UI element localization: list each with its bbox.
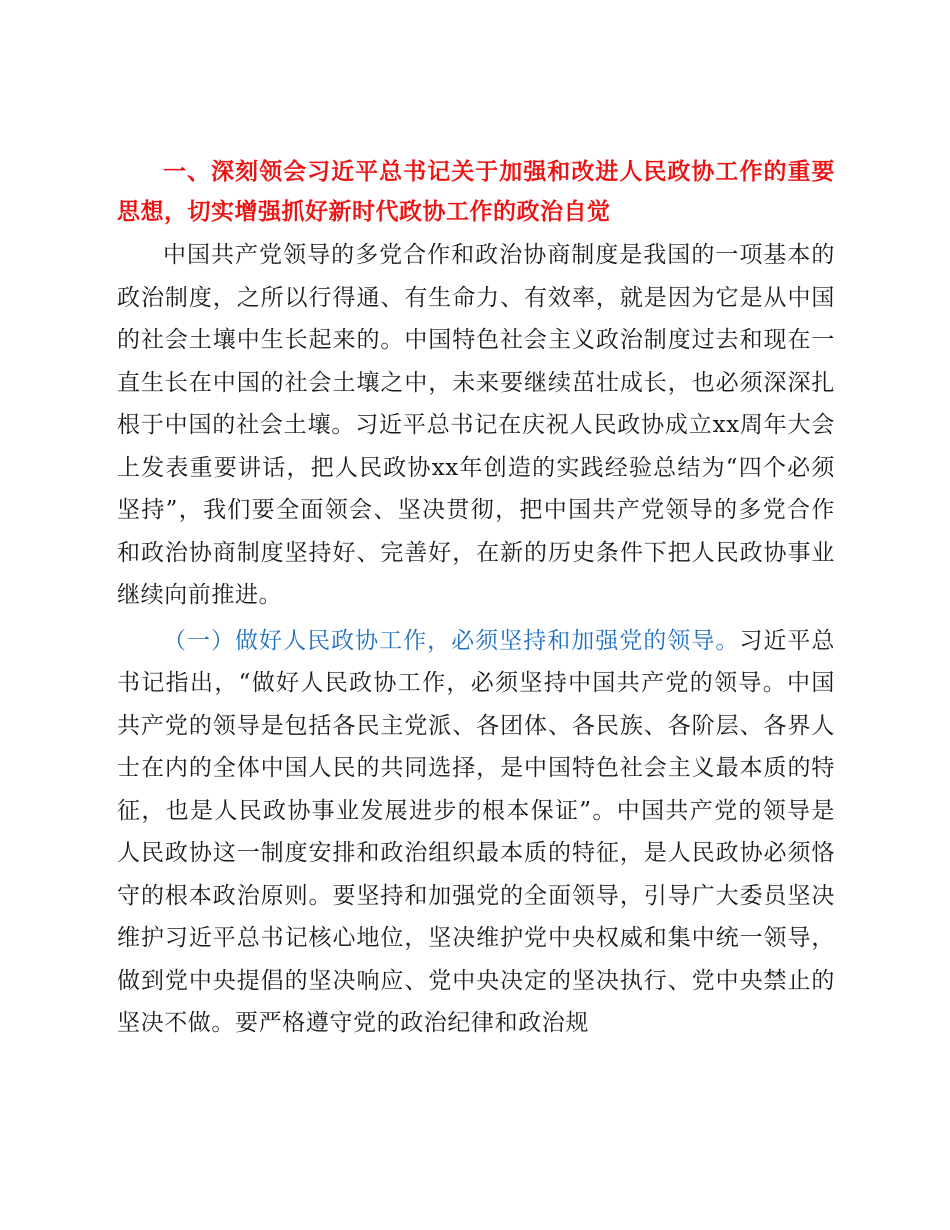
subheading-1: （一）做好人民政协工作，必须坚持和加强党的领导。 — [163, 627, 740, 654]
section-heading: 一、深刻领会习近平总书记关于加强和改进人民政协工作的重要思想，切实增强抓好新时代政协工作的政治自觉 — [117, 159, 835, 225]
paragraph-1: 中国共产党领导的多党合作和政治协商制度是我国的一项基本的政治制度，之所以行得通、有生命力、有效率，就是因为它是从中国的社会土壤中生长起来的。中国特色社会主义政治制度过去和现在一直生长在中国的社会土壤之中，未来要继续茁壮成长，也必须深深扎根于中国的社会土壤。习近平总书记在庆祝人民政协成立xx周年大会上发表重要讲话，把人民政协xx年创造的实践经验总结为“四个必须坚持”，我们要全面领会、坚决贯彻，把中国共产党领导的多党合作和政治协商制度坚持好、完善好，在新的历史条件下把人民政协事业继续向前推进。 — [117, 242, 835, 608]
document-body — [117, 152, 835, 1045]
paragraph-2-block — [117, 620, 835, 1045]
paragraph-2: 习近平总书记指出，“做好人民政协工作，必须坚持中国共产党的领导。中国共产党的领导是包括各民主党派、各团体、各民族、各阶层、各界人士在内的全体中国人民的共同选择，是中国特色社会主义最本质的特征，也是人民政协事业发展进步的根本保证”。中国共产党的领导是人民政协这一制度安排和政治组织最本质的特征，是人民政协必须恪守的根本政治原则。要坚持和加强党的全面领导，引导广大委员坚决维护习近平总书记核心地位，坚决维护党中央权威和集中统一领导，做到党中央提倡的坚决响应、党中央决定的坚决执行、党中央禁止的坚决不做。要严格遵守党的政治纪律和政治规 — [117, 627, 836, 1036]
